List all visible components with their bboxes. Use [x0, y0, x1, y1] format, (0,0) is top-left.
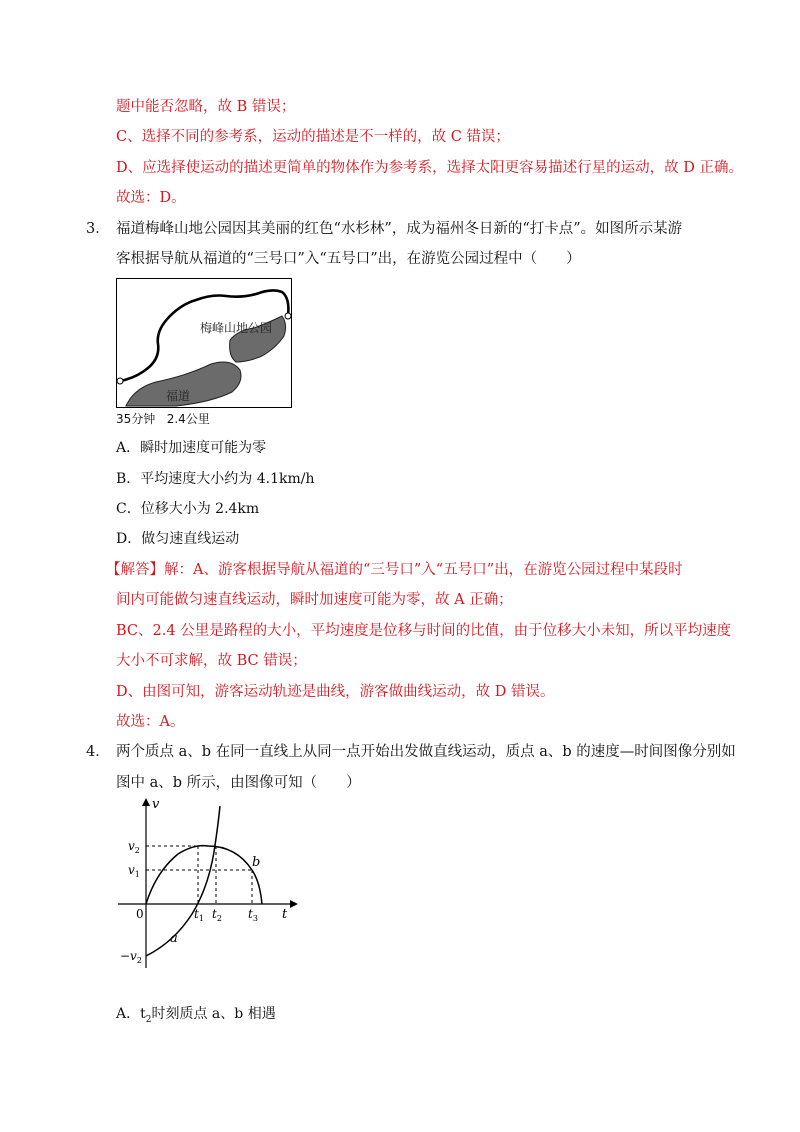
question-3-option-b: B．平均速度大小约为 4.1km/h	[116, 471, 315, 487]
answer-tag: 【解答】	[106, 562, 164, 578]
question-4-text-1: 两个质点 a、b 在同一直线上从同一点开始出发做直线运动，质点 a、b 的速度—时间图像分别如	[116, 744, 736, 760]
route-start-point	[117, 378, 123, 384]
question-3-answer-line-5: D、由图可知，游客运动轨迹是曲线，游客做曲线运动，故 D 错误。	[116, 684, 555, 700]
question-3-text-1: 福道梅峰山地公园因其美丽的红色“水杉林”，成为福州冬日新的“打卡点”。如图所示某游	[116, 221, 683, 237]
question-3-answer-line-4: 大小不可求解，故 BC 错误；	[116, 653, 307, 669]
origin-label: 0	[136, 907, 144, 921]
option-a-text: 时刻质点 a、b 相遇	[151, 1006, 276, 1022]
t-axis-label: t	[282, 907, 288, 922]
question-3-map	[116, 278, 292, 408]
prev-answer-line-2: C、选择不同的参考系，运动的描述是不一样的，故 C 错误；	[116, 129, 510, 145]
t2-label: $t_2$	[212, 907, 222, 923]
map-caption	[116, 410, 210, 427]
question-3-answer-line-1	[106, 560, 683, 580]
prev-answer-line-1: 题中能否忽略，故 B 错误；	[116, 99, 296, 115]
route-end-point	[285, 313, 291, 319]
question-3-option-d: D．做匀速直线运动	[116, 531, 240, 547]
v1-label: $v_1$	[128, 863, 140, 879]
question-4-number: 4．	[86, 744, 110, 760]
map-caption-time: 35分钟	[116, 412, 156, 426]
curve-b-label: b	[252, 855, 261, 870]
curve-b	[146, 846, 262, 904]
park-label: 梅峰山地公园	[200, 321, 273, 335]
question-4-text-2: 图中 a、b 所示，由图像可知（ ）	[116, 775, 361, 791]
curve-a-label: a	[170, 931, 178, 946]
t1-label: $t_1$	[194, 907, 204, 923]
option-a-prefix: A．t	[116, 1006, 146, 1022]
question-3-option-c: C．位移大小为 2.4km	[116, 501, 260, 517]
question-3-answer-line-3: BC、2.4 公里是路程的大小，平均速度是位移与时间的比值，由于位移大小未知，所以平均速度	[116, 623, 732, 639]
question-3-answer-line-6: 故选：A。	[116, 714, 185, 730]
question-3-number: 3．	[86, 221, 110, 237]
question-3-answer-line-2: 间内可能做匀速直线运动，瞬时加速度可能为零，故 A 正确；	[116, 592, 513, 608]
curve-a	[146, 806, 220, 956]
question-3-text-2: 客根据导航从福道的“三号口”入“五号口”出，在游览公园过程中（ ）	[116, 251, 581, 267]
question-4-option-a	[116, 1004, 276, 1030]
v-axis-label: v	[152, 797, 160, 812]
neg-v2-label: $-v_2$	[120, 949, 142, 965]
prev-answer-line-4: 故选：D。	[116, 190, 186, 206]
map-caption-distance: 2.4公里	[166, 412, 210, 426]
option-a-subscript: 2	[145, 1014, 152, 1025]
prev-answer-line-3: D、应选择使运动的描述更简单的物体作为参考系，选择太阳更容易描述行星的运动，故 D 正确。	[116, 160, 743, 176]
answer-line-1-text: 解：A、游客根据导航从福道的“三号口”入“五号口”出，在游览公园过程中某段时	[164, 562, 683, 578]
t-axis-arrow	[290, 900, 298, 908]
question-4-vt-graph	[112, 792, 312, 972]
question-3-option-a: A．瞬时加速度可能为零	[116, 440, 267, 456]
v-axis-arrow	[142, 798, 150, 806]
road-label: 福道	[166, 389, 191, 403]
v2-label: $v_2$	[128, 839, 140, 855]
t3-label: $t_3$	[248, 907, 258, 923]
